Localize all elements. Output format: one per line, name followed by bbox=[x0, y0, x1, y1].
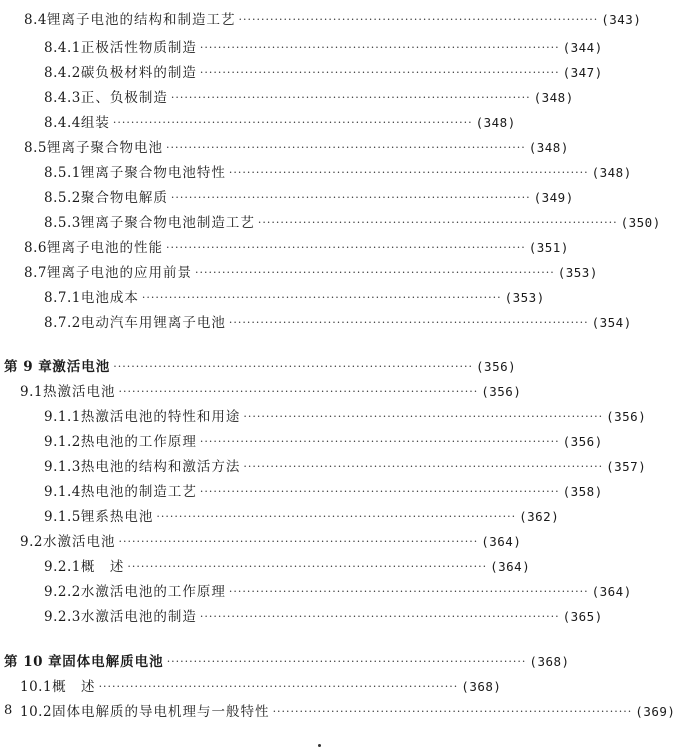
toc-entry[interactable] bbox=[44, 161, 632, 185]
section-title: 概 述 bbox=[52, 679, 96, 695]
leader-dots: ················································································ bbox=[165, 141, 526, 154]
leader-dots: ················································································ bbox=[199, 435, 560, 448]
section-number: 第 10 章 bbox=[4, 654, 63, 670]
leader-dots: ················································································ bbox=[156, 510, 517, 523]
section-number: 8.7 bbox=[24, 265, 47, 281]
toc-entry[interactable] bbox=[20, 675, 502, 699]
section-title: 锂离子电池的应用前景 bbox=[46, 265, 192, 281]
section-title: 固体电解质的导电机理与一般特性 bbox=[52, 704, 270, 720]
page-reference: (369) bbox=[635, 704, 675, 719]
section-number: 8.4 bbox=[24, 12, 47, 28]
leader-dots: ················································································ bbox=[257, 216, 618, 229]
page-reference: (368) bbox=[461, 679, 502, 694]
page-reference: (365) bbox=[562, 609, 603, 624]
leader-dots: ················································································ bbox=[243, 460, 604, 473]
leader-dots: ················································································ bbox=[141, 291, 502, 304]
toc-entry[interactable] bbox=[44, 580, 632, 604]
page-reference: (364) bbox=[481, 534, 522, 549]
section-title: 正、负极制造 bbox=[80, 90, 168, 106]
page-reference: (353) bbox=[504, 290, 545, 305]
section-title: 聚合物电解质 bbox=[80, 190, 168, 206]
toc-entry[interactable] bbox=[20, 530, 522, 554]
leader-dots: ················································································ bbox=[199, 610, 560, 623]
leader-dots: ················································································ bbox=[118, 535, 479, 548]
page-reference: (356) bbox=[562, 434, 603, 449]
section-title: 锂离子电池的结构和制造工艺 bbox=[46, 12, 236, 28]
leader-dots: ················································································ bbox=[98, 680, 459, 693]
leader-dots: ················································································ bbox=[170, 191, 531, 204]
section-title: 热电池的工作原理 bbox=[80, 434, 197, 450]
page-reference: (362) bbox=[519, 509, 560, 524]
leader-dots: ················································································ bbox=[199, 485, 560, 498]
section-number: 8.4.2 bbox=[44, 65, 81, 81]
section-title: 热激活电池的特性和用途 bbox=[80, 409, 241, 425]
print-speck bbox=[318, 744, 321, 747]
page-reference: (358) bbox=[562, 484, 603, 499]
toc-entry[interactable] bbox=[44, 480, 603, 504]
section-number: 8.4.4 bbox=[44, 115, 81, 131]
section-title: 热激活电池 bbox=[42, 384, 116, 400]
leader-dots: ················································································ bbox=[199, 66, 560, 79]
page-reference: (348) bbox=[475, 115, 516, 130]
section-title: 固体电解质电池 bbox=[62, 654, 164, 670]
section-title: 碳负极材料的制造 bbox=[80, 65, 197, 81]
section-number: 9.2.3 bbox=[44, 609, 81, 625]
leader-dots: ················································································ bbox=[165, 241, 526, 254]
toc-entry[interactable] bbox=[44, 36, 603, 60]
page-reference: (344) bbox=[562, 40, 603, 55]
page-reference: (348) bbox=[591, 165, 632, 180]
section-title: 锂离子电池的性能 bbox=[46, 240, 163, 256]
page-reference: (356) bbox=[476, 359, 517, 374]
section-title: 热电池的制造工艺 bbox=[80, 484, 197, 500]
section-number: 9.1.3 bbox=[44, 459, 81, 475]
section-title: 组装 bbox=[80, 115, 110, 131]
toc-entry[interactable] bbox=[24, 136, 569, 160]
section-number: 8.7.2 bbox=[44, 315, 81, 331]
section-title: 水激活电池的工作原理 bbox=[80, 584, 226, 600]
toc-entry[interactable] bbox=[24, 236, 569, 260]
toc-entry[interactable] bbox=[44, 555, 531, 579]
page-reference: (348) bbox=[528, 140, 569, 155]
leader-dots: ················································································ bbox=[228, 166, 589, 179]
page-reference: (349) bbox=[533, 190, 574, 205]
leader-dots: ················································································ bbox=[228, 316, 589, 329]
leader-dots: ················································································ bbox=[199, 41, 560, 54]
section-title: 水激活电池的制造 bbox=[80, 609, 197, 625]
page-reference: (354) bbox=[591, 315, 632, 330]
leader-dots: ················································································ bbox=[127, 560, 488, 573]
toc-entry[interactable] bbox=[44, 311, 632, 335]
toc-entry[interactable] bbox=[44, 405, 647, 429]
section-title: 激活电池 bbox=[52, 359, 111, 375]
section-number: 9.1.2 bbox=[44, 434, 81, 450]
leader-dots: ················································································ bbox=[112, 116, 473, 129]
leader-dots: ················································································ bbox=[194, 266, 555, 279]
toc-entry[interactable] bbox=[44, 186, 574, 210]
section-number: 9.1.5 bbox=[44, 509, 81, 525]
section-number: 8.5 bbox=[24, 140, 47, 156]
page-reference: (357) bbox=[606, 459, 647, 474]
section-title: 锂离子聚合物电池特性 bbox=[80, 165, 226, 181]
section-number: 8.7.1 bbox=[44, 290, 81, 306]
section-number: 8.5.2 bbox=[44, 190, 81, 206]
section-number: 10.2 bbox=[20, 704, 53, 720]
section-title: 电池成本 bbox=[80, 290, 139, 306]
leader-dots: ················································································ bbox=[243, 410, 604, 423]
toc-entry[interactable] bbox=[44, 286, 545, 310]
leader-dots: ················································································ bbox=[118, 385, 479, 398]
toc-entry[interactable] bbox=[44, 211, 661, 235]
toc-entry[interactable] bbox=[44, 430, 603, 454]
leader-dots: ················································································ bbox=[166, 655, 527, 668]
section-number: 第 9 章 bbox=[4, 359, 53, 375]
toc-entry[interactable] bbox=[24, 261, 598, 285]
section-number: 8.5.3 bbox=[44, 215, 81, 231]
section-number: 8.4.1 bbox=[44, 40, 81, 56]
page-reference: (347) bbox=[562, 65, 603, 80]
section-title: 锂离子聚合物电池制造工艺 bbox=[80, 215, 255, 231]
toc-entry[interactable] bbox=[20, 380, 522, 404]
page-reference: (343) bbox=[601, 12, 642, 27]
toc-entry[interactable] bbox=[44, 86, 574, 110]
toc-entry[interactable] bbox=[4, 355, 517, 379]
toc-entry[interactable] bbox=[20, 700, 675, 724]
section-title: 锂系热电池 bbox=[80, 509, 154, 525]
page-number: 8 bbox=[4, 703, 13, 718]
toc-entry[interactable] bbox=[44, 505, 560, 529]
section-title: 概 述 bbox=[80, 559, 125, 575]
leader-dots: ················································································ bbox=[228, 585, 589, 598]
leader-dots: ················································································ bbox=[113, 360, 474, 373]
page-reference: (351) bbox=[528, 240, 569, 255]
page-reference: (364) bbox=[591, 584, 632, 599]
section-number: 8.4.3 bbox=[44, 90, 81, 106]
toc-entry[interactable] bbox=[4, 650, 570, 674]
page-reference: (348) bbox=[533, 90, 574, 105]
section-number: 8.5.1 bbox=[44, 165, 81, 181]
section-number: 9.1.1 bbox=[44, 409, 81, 425]
toc-entry[interactable] bbox=[44, 605, 603, 629]
page-reference: (368) bbox=[529, 654, 570, 669]
section-number: 8.6 bbox=[24, 240, 47, 256]
page-reference: (364) bbox=[490, 559, 531, 574]
toc-entry[interactable] bbox=[44, 455, 647, 479]
page-reference: (353) bbox=[557, 265, 598, 280]
section-number: 9.1 bbox=[20, 384, 43, 400]
page-reference: (356) bbox=[481, 384, 522, 399]
section-number: 9.1.4 bbox=[44, 484, 81, 500]
toc-entry[interactable] bbox=[44, 61, 603, 85]
toc-entry[interactable] bbox=[44, 111, 516, 135]
section-title: 电动汽车用锂离子电池 bbox=[80, 315, 226, 331]
leader-dots: ················································································ bbox=[170, 91, 531, 104]
section-number: 9.2 bbox=[20, 534, 43, 550]
section-number: 9.2.1 bbox=[44, 559, 81, 575]
page-reference: (356) bbox=[606, 409, 647, 424]
leader-dots: ················································································ bbox=[238, 13, 599, 26]
leader-dots: ················································································ bbox=[272, 705, 633, 718]
section-title: 水激活电池 bbox=[42, 534, 116, 550]
section-number: 10.1 bbox=[20, 679, 53, 695]
section-title: 正极活性物质制造 bbox=[80, 40, 197, 56]
section-title: 热电池的结构和激活方法 bbox=[80, 459, 241, 475]
section-title: 锂离子聚合物电池 bbox=[46, 140, 163, 156]
toc-entry[interactable] bbox=[24, 8, 642, 32]
section-number: 9.2.2 bbox=[44, 584, 81, 600]
page-reference: (350) bbox=[620, 215, 661, 230]
